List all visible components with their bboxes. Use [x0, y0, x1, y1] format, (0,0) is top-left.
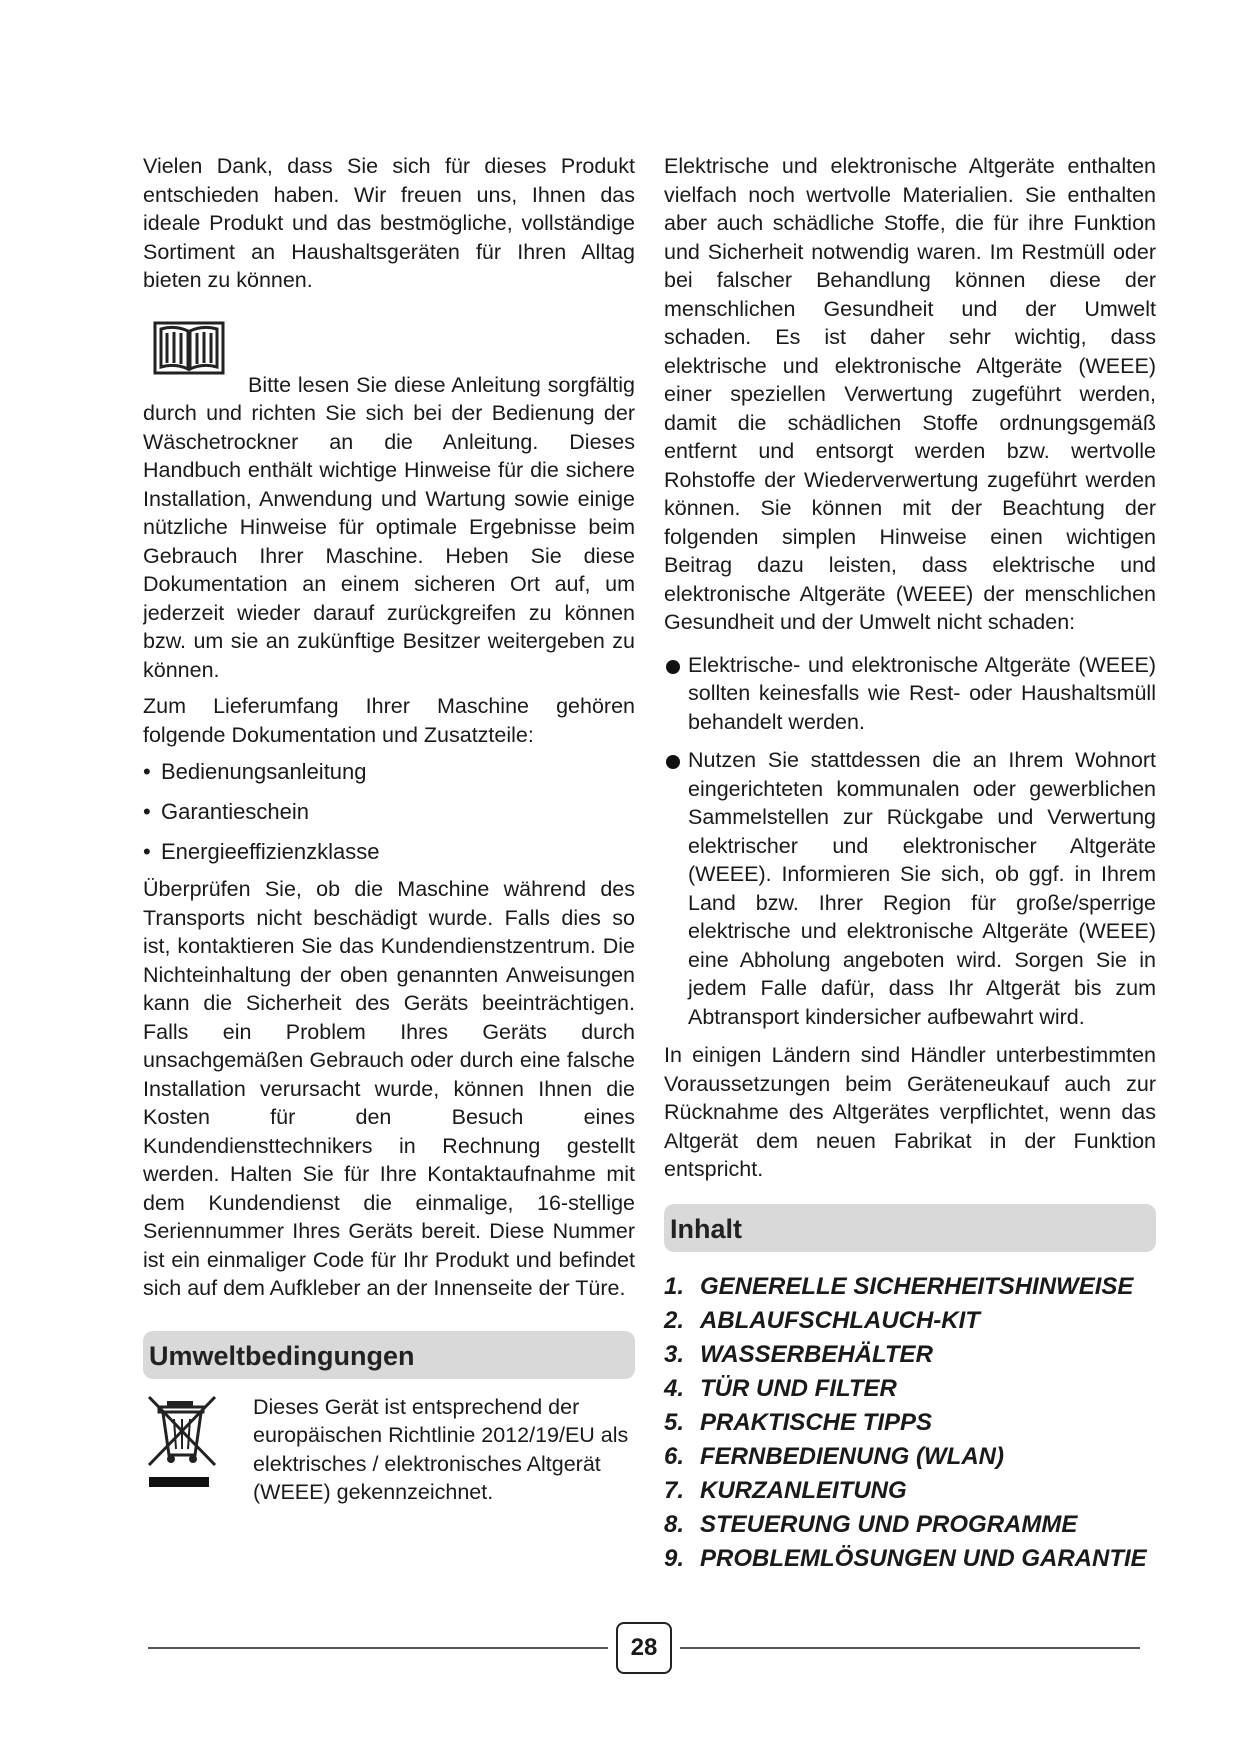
toc-item[interactable]: 8. STEUERUNG UND PROGRAMME [664, 1510, 1078, 1538]
page-number: 28 [616, 1622, 672, 1674]
contents-heading: Inhalt [664, 1204, 1156, 1252]
toc-item[interactable]: 9. PROBLEMLÖSUNGEN UND GARANTIE [664, 1544, 1147, 1572]
weee-intro-paragraph: Elektrische und elektronische Altgeräte enthalten vielfach noch wertvolle Materialien. Sie enthalten aber auch schädliche Stoffe, die für ihre Funktion und Sicherheit notwendig waren. Im Restmüll oder bei falscher Behandlung können diese der menschlichen Gesundheit und der Umwelt schaden. Es ist daher sehr wichtig, dass elektrische und elektronische Altgeräte (WEEE) einer speziellen Verwertung zugeführt werden, damit die schädlichen Stoffe ordnungsgemäß entfernt und entsorgt werden bzw. wertvolle Rohstoffe der Wiederverwertung zugeführt werden können. Sie können mit der Beachtung der folgenden simplen Hinweise einen wichtigen Beitrag dazu leisten, dass elektrische und elektronische Altgeräte (WEEE) der menschlichen Gesundheit und der Umwelt nicht schaden: [664, 154, 1156, 634]
weee-bullets [664, 651, 1156, 1032]
list-item: • Energieeffizienzklasse [143, 839, 380, 864]
list-item: Elektrische- und elektronische Altgeräte (WEEE) sollten keinesfalls wie Rest- oder Haushaltsmüll behandelt werden. [664, 651, 1156, 737]
list-item: • Garantieschein [143, 799, 309, 824]
environment-heading: Umweltbedingungen [143, 1331, 635, 1379]
list-item: Nutzen Sie stattdessen die an Ihrem Wohnort eingerichteten kommunalen oder gewerblichen Sammelstellen zur Rückgabe und Verwertung elektrischer und elektronischer Altgeräte (WEEE). Informieren Sie sich, ob ggf. in Ihrem Land bzw. Ihrer Region für große/sperrige elektrische und elektronische Altgeräte (WEEE) eine Abholung angeboten wird. Sorgen Sie in jedem Falle dafür, dass Ihr Altgerät bis zum Abtransport kindersicher aufbewahrt wird. [664, 746, 1156, 1031]
intro-paragraph: Vielen Dank, dass Sie sich für dieses Produkt entschieden haben. Wir freuen uns, Ihnen das ideale Produkt und das bestmögliche, vollständige Sortiment an Haushaltsgeräten für Ihren Alltag bieten zu können. [143, 154, 635, 292]
crossed-bin-icon [143, 1393, 253, 1507]
footer-divider-left [148, 1647, 608, 1649]
toc-item[interactable]: 7. KURZANLEITUNG [664, 1476, 907, 1504]
check-paragraph: Überprüfen Sie, ob die Maschine während des Transports nicht beschädigt wurde. Falls dies so ist, kontaktieren Sie das Kundendienstzentrum. Die Nichteinhaltung der oben genannten Anweisungen kann die Sicherheit des Geräts beeinträchtigen. Falls ein Problem Ihres Geräts durch unsachgemäßen Gebrauch oder durch eine falsche Installation verursacht wurde, können Ihnen die Kosten für den Besuch eines Kundendiensttechnikers in Rechnung gestellt werden. Halten Sie für Ihre Kontaktaufnahme mit dem Kundendienst die einmalige, 16-stellige Seriennummer Ihres Geräts bereit. Diese Nummer ist ein einmaliger Code für Ihr Produkt und befindet sich auf dem Aufkleber an der Innenseite der Türe. [143, 877, 635, 1300]
dealers-paragraph: In einigen Ländern sind Händler unterbestimmten Voraussetzungen beim Geräteneukauf auch zur Rücknahme des Altgerätes verpflichtet, wenn das Altgerät dem neuen Fabrikat in der Funktion entspricht. [664, 1043, 1156, 1181]
toc-item[interactable]: 2. ABLAUFSCHLAUCH-KIT [664, 1306, 980, 1334]
manual-notice [143, 319, 635, 377]
weee-text: Dieses Gerät ist entsprechend der europäischen Richtlinie 2012/19/EU als elektrisches / elektronisches Altgerät (WEEE) gekennzeichnet. [253, 1394, 629, 1504]
right-column [664, 152, 1156, 1576]
left-column [143, 152, 635, 1507]
bullet-icon [664, 651, 688, 737]
bullet-icon [664, 746, 688, 1031]
toc-item[interactable]: 5. PRAKTISCHE TIPPS [664, 1408, 933, 1436]
toc-item[interactable]: 6. FERNBEDIENUNG (WLAN) [664, 1442, 1004, 1470]
toc-item[interactable]: 4. TÜR UND FILTER [664, 1374, 897, 1402]
toc-item[interactable]: 1. GENERELLE SICHERHEITSHINWEISE [664, 1272, 1134, 1300]
book-icon [153, 319, 225, 377]
read-manual-paragraph: Bitte lesen Sie diese Anleitung sorgfältig durch und richten Sie sich bei der Bedienung der Wäschetrockner an die Anleitung. Dieses Handbuch enthält wichtige Hinweise für die sichere Installation, Anwendung und Wartung sowie einige nützliche Hinweise für optimale Ergebnisse beim Gebrauch Ihrer Maschine. Heben Sie diese Dokumentation an einem sicheren Ort auf, um jederzeit wieder darauf zurückgreifen zu können bzw. um sie an zukünftige Besitzer weitergeben zu können. [143, 372, 635, 682]
footer-divider-right [680, 1647, 1140, 1649]
list-item: • Bedienungsanleitung [143, 759, 367, 784]
scope-list [143, 759, 635, 865]
scope-intro: Zum Lieferumfang Ihrer Maschine gehören folgende Dokumentation und Zusatzteile: [143, 694, 635, 747]
table-of-contents [664, 1270, 1156, 1576]
toc-item[interactable]: 3. WASSERBEHÄLTER [664, 1340, 933, 1368]
weee-notice [143, 1393, 635, 1507]
